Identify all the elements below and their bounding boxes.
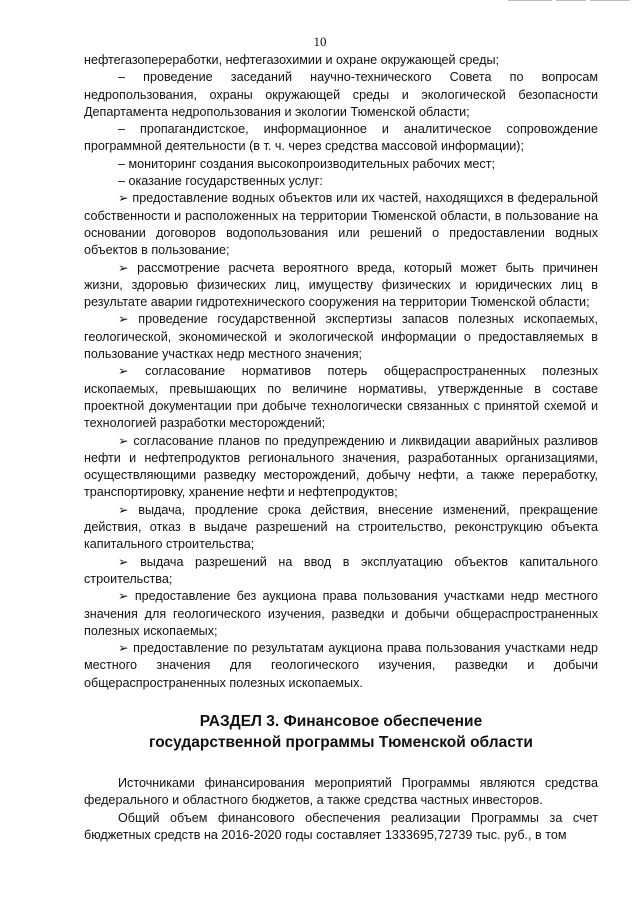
financing-text <box>84 775 598 844</box>
paragraph: – оказание государственных услуг: <box>118 174 323 189</box>
paragraph: – проведение заседаний научно-технического Совета по вопросам недропользования, охраны окружающей среды и экологической безопасности Департамента недропользования и экологии Тюменской области; <box>84 70 598 119</box>
paragraph: ➢ согласование планов по предупреждению и ликвидации аварийных разливов нефти и нефтепродуктов регионального значения, разработанных организациями, осуществляющими разведку месторождений, добычу нефти, а также переработку, транспортировку, хранение нефти и нефтепродуктов; <box>84 433 598 500</box>
paragraph: ➢ рассмотрение расчета вероятного вреда, который может быть причинен жизни, здоровью физических лиц, имуществу физических и юридических лиц в результате аварии гидротехнического сооружения на территории Тюменской области; <box>84 260 598 310</box>
paragraph: ➢ выдача, продление срока действия, внесение изменений, прекращение действия, отказ в выдаче разрешений на строительство, реконструкцию объекта капитального строительства; <box>84 502 598 552</box>
paragraph: ➢ предоставление по результатам аукциона права пользования участками недр местного значения для геологического изучения, разведки и добычи общераспространенных полезных ископаемых. <box>84 641 598 690</box>
paragraph: Общий объем финансового обеспечения реализации Программы за счет бюджетных средств на 2016-2020 годы составляет 1333695,72739 тыс. руб., в том <box>84 810 598 842</box>
paragraph: ➢ проведение государственной экспертизы запасов полезных ископаемых, геологической, экономической и экологической информации о предоставляемых в пользование участках недр местного значения; <box>84 312 598 362</box>
section-heading-line-1: РАЗДЕЛ 3. Финансовое обеспечение <box>199 712 483 730</box>
section-heading-line-2: государственной программы Тюменской области <box>149 733 533 751</box>
paragraph: нефтегазопереработки, нефтегазохимии и охране окружающей среды; <box>84 53 500 67</box>
section-heading <box>84 711 598 753</box>
scan-edge-marks <box>508 0 630 1</box>
paragraph: Источниками финансирования мероприятий Программы являются средства федерального и областного бюджетов, а также средства частных инвесторов. <box>84 775 598 808</box>
services-list <box>84 52 598 692</box>
paragraph: ➢ выдача разрешений на ввод в эксплуатацию объектов капитального строительства; <box>84 554 598 586</box>
paragraph: – мониторинг создания высокопроизводительных рабочих мест; <box>118 156 495 171</box>
paragraph: – пропагандистское, информационное и аналитическое сопровождение программной деятельности (в т. ч. через средства массовой информации); <box>84 122 598 154</box>
paragraph: ➢ предоставление без аукциона права пользования участками недр местного значения для геологического изучения, разведки и добычи общераспространенных полезных ископаемых; <box>84 589 598 638</box>
page-number: 10 <box>313 34 327 49</box>
document-body <box>84 52 598 844</box>
paragraph: ➢ предоставление водных объектов или их частей, находящихся в федеральной собственности и расположенных на территории Тюменской области, в пользование на основании договоров водопользования или решений о предоставлении водных объектов в пользование; <box>84 191 598 258</box>
paragraph: ➢ согласование нормативов потерь общераспространенных полезных ископаемых, превышающих по величине нормативы, утвержденные в составе проектной документации при добыче технологически связанных с принятой схемой и технологией разработки месторождений; <box>84 364 598 431</box>
